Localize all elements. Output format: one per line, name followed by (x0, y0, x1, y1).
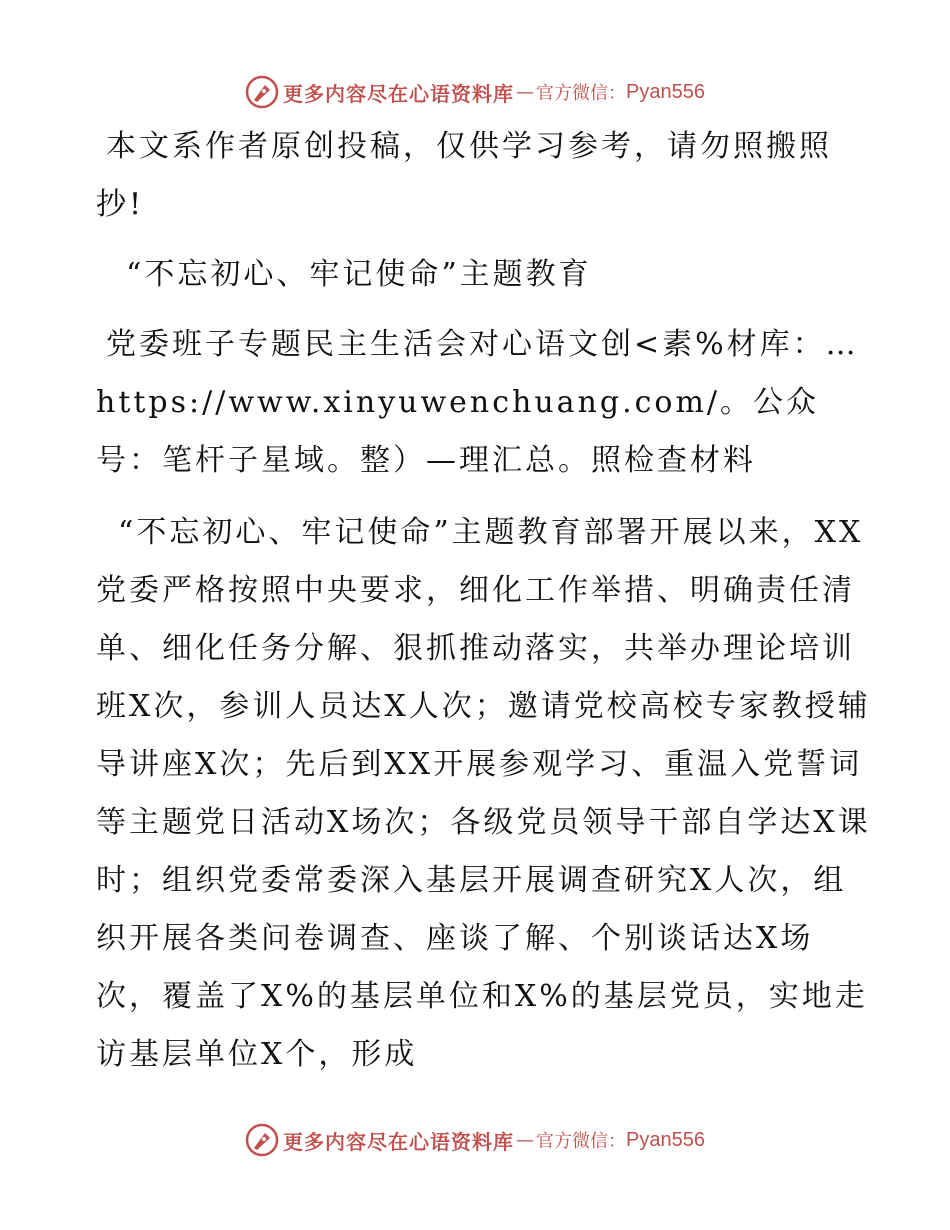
watermark-separator: — (516, 1129, 535, 1151)
watermark-id: Pyan556 (626, 1128, 705, 1151)
pen-nib-logo-icon (245, 1123, 279, 1157)
watermark-text: 更多内容尽在心语资料库 (283, 81, 515, 106)
watermark-sub: 官方微信： (536, 83, 627, 104)
header-watermark (0, 72, 950, 112)
notice-paragraph: 本文系作者原创投稿，仅供学习参考，请勿照搬照抄! (96, 129, 832, 222)
footer-watermark (0, 1120, 950, 1160)
watermark-text: 更多内容尽在心语资料库 (283, 1129, 515, 1154)
watermark-separator: — (516, 81, 535, 103)
theme-title: “不忘初心、牢记使命”主题教育 (126, 257, 592, 292)
document-content (96, 118, 876, 1084)
body-paragraph: “不忘初心、牢记使命”主题教育部署开展以来，XX党委严格按照中央要求，细化工作举措、明确责任清单、细化任务分解、狠抓推动落实，共举办理论培训班X次，参训人员达X人次；邀请党校高校专家教授辅导讲座X次；先后到XX开展参观学习、重温入党誓词等主题党日活动X场次；各级党员领导干部自学达X课时；组织党委常委深入基层开展调查研究X人次，组织开展各类问卷调查、座谈了解、个别谈话达X场次，覆盖了X%的基层单位和X%的基层党员，实地走访基层单位X个，形成 (96, 515, 871, 1072)
watermark-id: Pyan556 (626, 80, 705, 103)
watermark-sub: 官方微信： (536, 1131, 627, 1152)
document-subtitle: 党委班子专题民主生活会对心语文创<素%材库：…https://www.xinyuwenchuang.com/。公众号：笔杆子星域。整）—理汇总。照检查材料 (96, 327, 859, 478)
pen-nib-logo-icon (245, 75, 279, 109)
